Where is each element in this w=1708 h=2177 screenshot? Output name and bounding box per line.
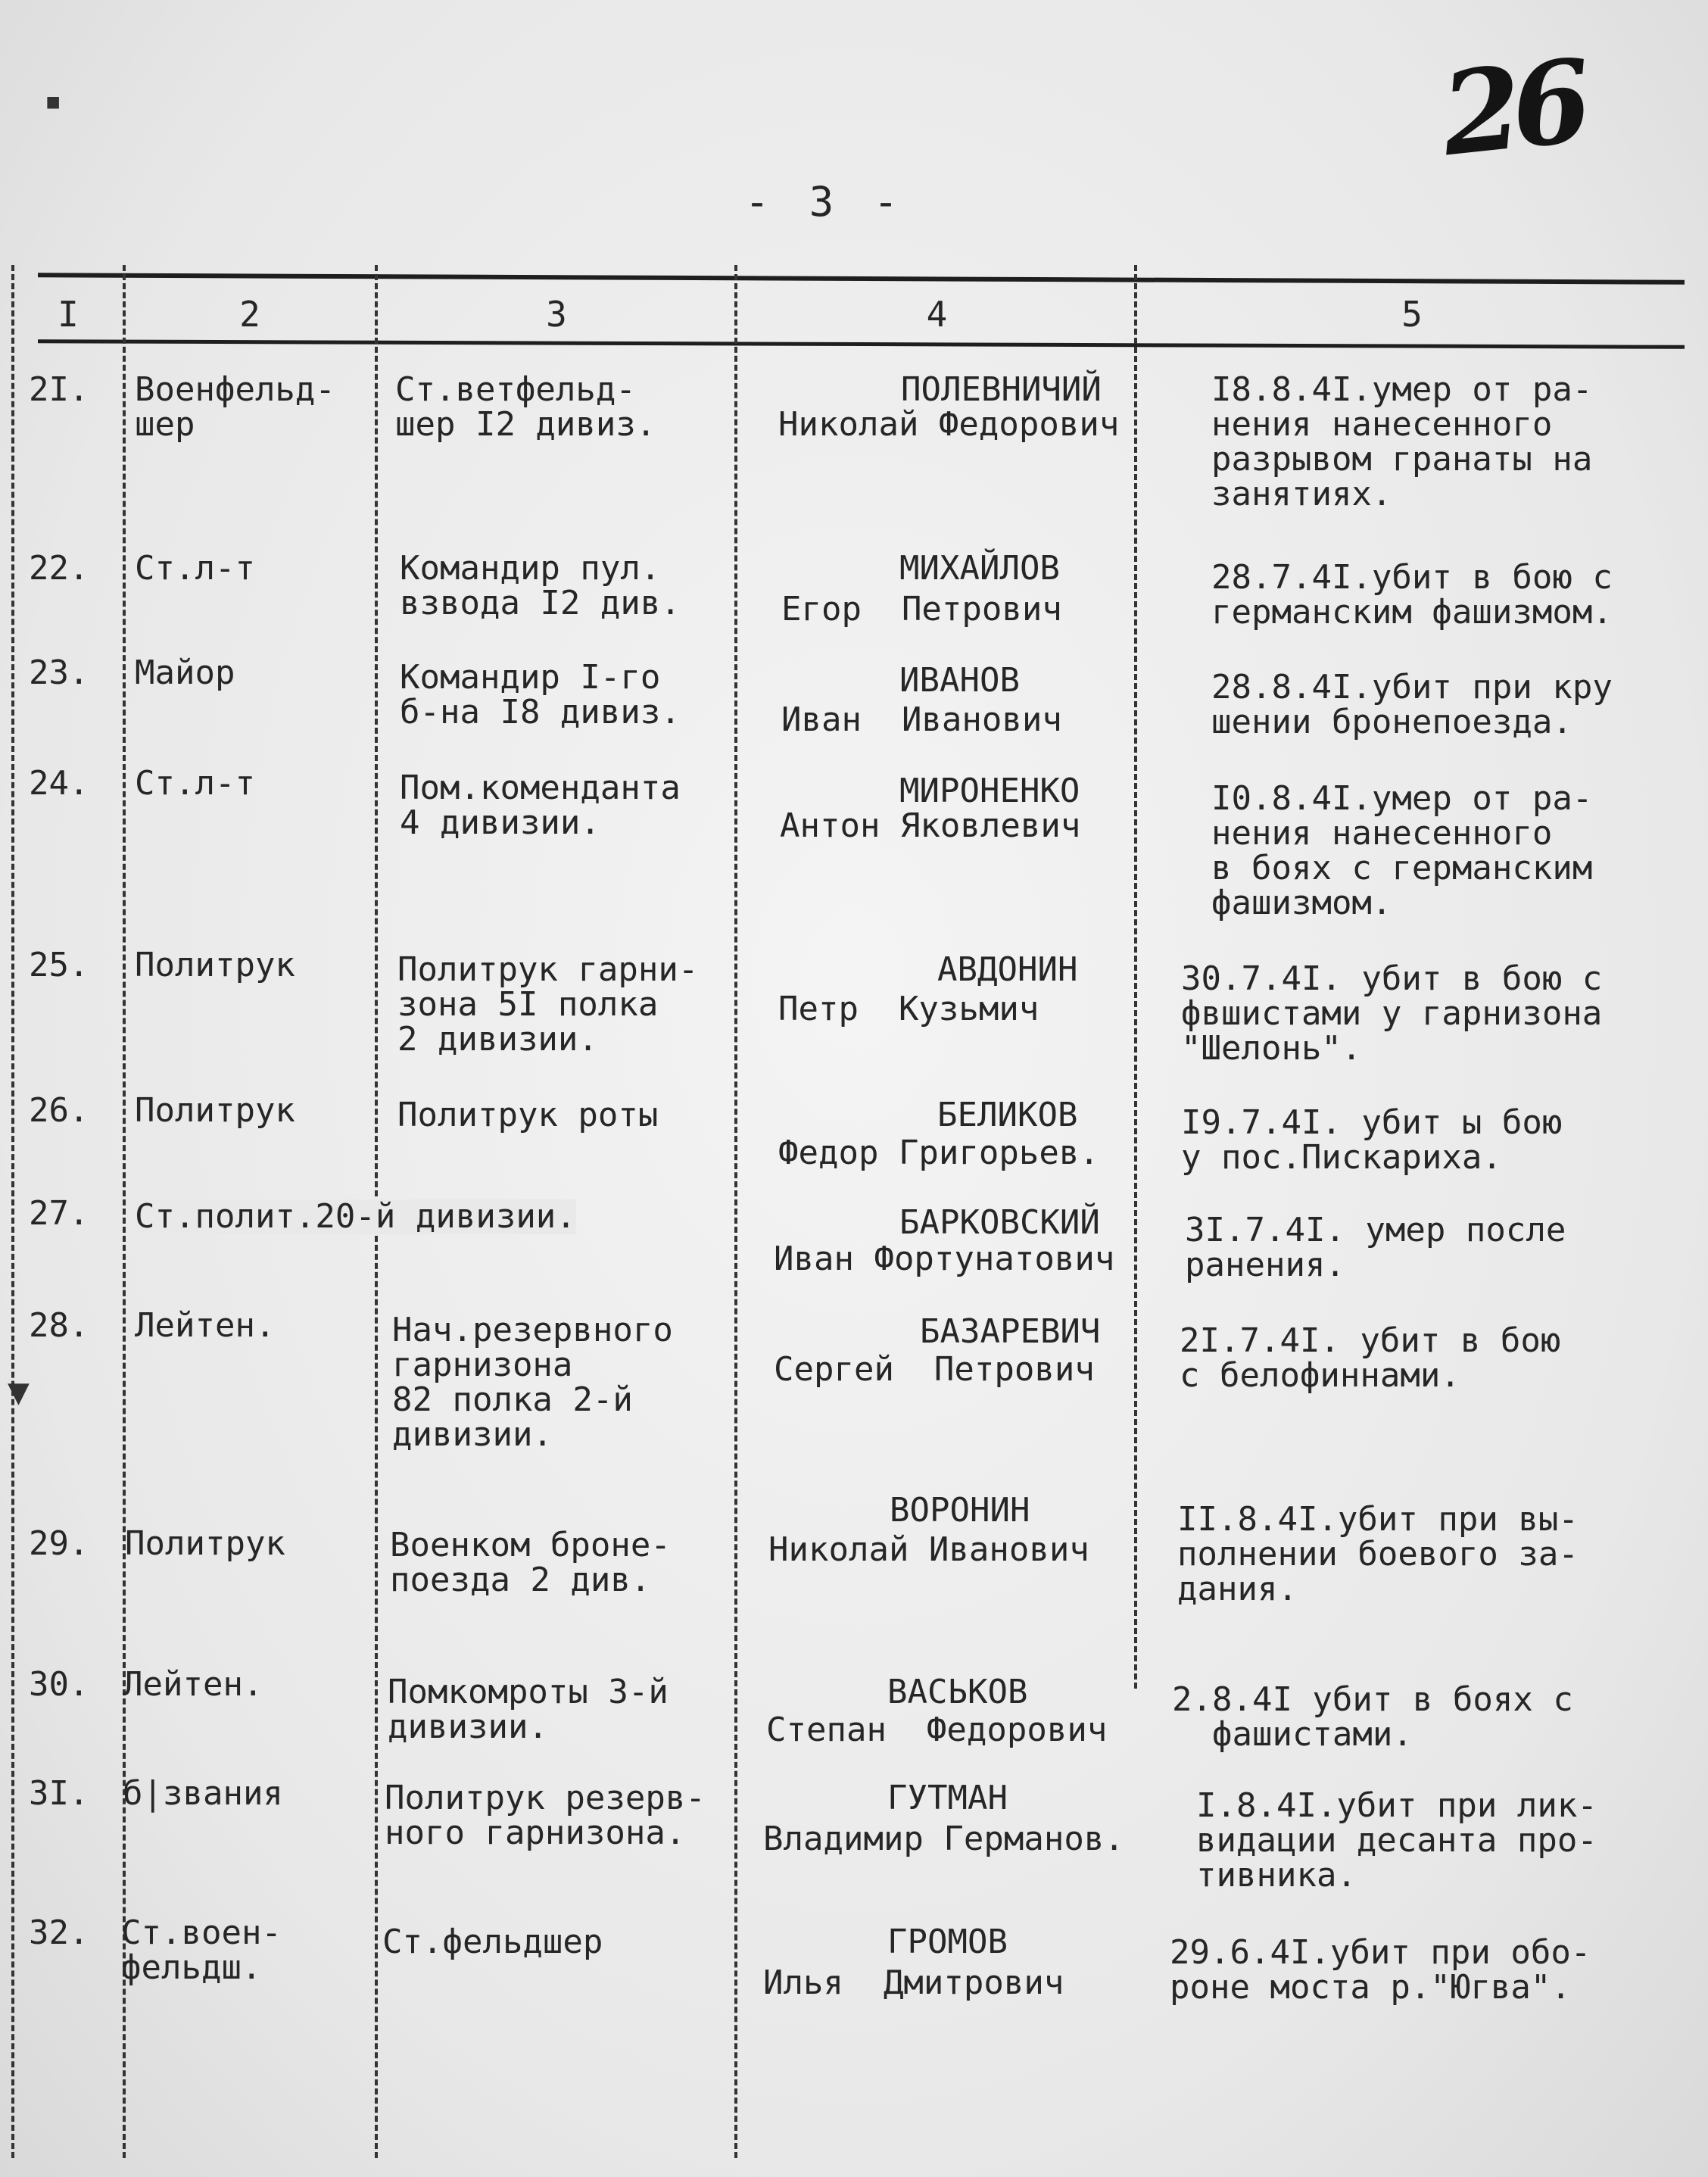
rank-cell: Ст.воен- фельдш. xyxy=(121,1913,282,1987)
row-number: 25. xyxy=(29,946,89,984)
rank-cell: Лейтен. xyxy=(123,1665,263,1704)
row-number: 26. xyxy=(29,1091,89,1130)
given-name-cell: Николай Иванович xyxy=(768,1530,1089,1569)
position-cell: Нач.резервного гарнизона 82 полка 2-й дивизии. xyxy=(392,1311,673,1454)
scan-speck: ▼ xyxy=(8,1371,30,1413)
fate-cell: 30.7.4I. убит в бою с фвшистами у гарнизона "Шелонь". xyxy=(1181,959,1603,1068)
column-divider-left xyxy=(11,265,14,2158)
fate-cell: 28.7.4I.убит в бою с германским фашизмом. xyxy=(1211,558,1613,632)
position-cell: Ст.фельдшер xyxy=(382,1923,603,1961)
column-header-5: 5 xyxy=(1401,294,1423,335)
column-header-3: 3 xyxy=(546,294,567,335)
row-number: 29. xyxy=(29,1524,89,1563)
fate-cell: I0.8.4I.умер от ра- нения нанесенного в боях с германским фашизмом. xyxy=(1211,779,1593,922)
given-name-cell: Федор Григорьев. xyxy=(778,1134,1099,1172)
given-name-cell: Владимир Германов. xyxy=(763,1820,1124,1858)
position-cell: Командир I-го б-на I8 дивиз. xyxy=(400,658,681,731)
given-name-cell: Антон Яковлевич xyxy=(780,806,1081,845)
surname-cell: ГРОМОВ xyxy=(887,1923,1008,1961)
given-name-cell: Николай Федорович xyxy=(778,405,1120,444)
rank-cell: Ст.л-т xyxy=(135,764,255,803)
position-cell: Помкомроты 3-й дивизии. xyxy=(388,1673,669,1746)
rank-cell: Ст.полит.20-й дивизии. xyxy=(135,1197,576,1236)
header-bottom-rule xyxy=(38,339,1685,349)
given-name-cell: Иван Иванович xyxy=(781,700,1062,739)
surname-cell: МИРОНЕНКО xyxy=(899,772,1080,810)
surname-cell: МИХАЙЛОВ xyxy=(899,549,1060,588)
given-name-cell: Егор Петрович xyxy=(781,590,1062,628)
rank-cell: Майор xyxy=(135,653,235,692)
surname-cell: ВАСЬКОВ xyxy=(887,1673,1028,1711)
row-number: 24. xyxy=(29,764,89,803)
column-divider-3 xyxy=(734,265,737,2158)
page-number: - 3 - xyxy=(744,178,906,226)
given-name-cell: Петр Кузьмич xyxy=(778,990,1039,1028)
row-number: 28. xyxy=(29,1306,89,1345)
archive-sheet-number: 26 xyxy=(1435,34,1589,182)
row-number: 30. xyxy=(29,1665,89,1704)
rank-cell: Военфельд- шер xyxy=(135,370,335,444)
fate-cell: 2.8.4I убит в боях с фашистами. xyxy=(1172,1680,1573,1754)
row-number: 2I. xyxy=(29,370,89,409)
given-name-cell: Илья Дмитрович xyxy=(763,1963,1064,2002)
fate-cell: 2I.7.4I. убит в бою с белофиннами. xyxy=(1180,1321,1561,1395)
fate-cell: I8.8.4I.умер от ра- нения нанесенного разрывом гранаты на занятиях. xyxy=(1211,370,1593,513)
surname-cell: БАРКОВСКИЙ xyxy=(899,1203,1100,1242)
scan-speck: ▪ xyxy=(44,83,63,118)
surname-cell: БАЗАРЕВИЧ xyxy=(920,1312,1101,1351)
column-divider-1 xyxy=(123,265,126,2158)
given-name-cell: Степан Федорович xyxy=(766,1711,1108,1749)
fate-cell: 3I.7.4I. умер после ранения. xyxy=(1185,1211,1566,1284)
rank-cell: Политрук xyxy=(125,1524,285,1563)
fate-cell: II.8.4I.убит при вы- полнении боевого за- дания. xyxy=(1177,1500,1579,1608)
row-number: 22. xyxy=(29,549,89,588)
surname-cell: ПОЛЕВНИЧИЙ xyxy=(901,370,1102,409)
given-name-cell: Иван Фортунатович xyxy=(774,1240,1115,1278)
surname-cell: ВОРОНИН xyxy=(890,1491,1030,1530)
column-header-2: 2 xyxy=(239,294,260,335)
row-number: 3I. xyxy=(29,1774,89,1813)
surname-cell: АВДОНИН xyxy=(937,950,1078,989)
given-name-cell: Сергей Петрович xyxy=(774,1350,1095,1389)
column-header-1: I xyxy=(58,294,79,335)
fate-cell: 29.6.4I.убит при обо- роне моста р."Югва". xyxy=(1170,1933,1591,2007)
row-number: 23. xyxy=(29,653,89,692)
column-header-4: 4 xyxy=(926,294,948,335)
fate-cell: 28.8.4I.убит при кру шении бронепоезда. xyxy=(1211,668,1613,741)
position-cell: Военком броне- поезда 2 див. xyxy=(390,1526,671,1599)
row-number: 32. xyxy=(29,1913,89,1952)
rank-cell: Политрук xyxy=(135,946,295,984)
surname-cell: БЕЛИКОВ xyxy=(937,1096,1078,1134)
row-number: 27. xyxy=(29,1194,89,1233)
position-cell: Командир пул. взвода I2 див. xyxy=(400,549,681,622)
rank-cell: Ст.л-т xyxy=(135,549,255,588)
surname-cell: ИВАНОВ xyxy=(899,661,1020,700)
column-divider-4 xyxy=(1134,265,1137,1689)
rank-cell: Лейтен. xyxy=(135,1306,276,1345)
position-cell: Пом.коменданта 4 дивизии. xyxy=(400,769,681,842)
table-top-rule xyxy=(38,273,1685,284)
fate-cell: I9.7.4I. убит ы бою у пос.Пискариха. xyxy=(1181,1103,1563,1177)
position-cell: Ст.ветфельд- шер I2 дивиз. xyxy=(395,370,656,444)
position-cell: Политрук роты xyxy=(397,1096,659,1134)
fate-cell: I.8.4I.убит при лик- видации десанта про- тивника. xyxy=(1196,1786,1597,1895)
rank-cell: б|звания xyxy=(123,1774,283,1813)
position-cell: Политрук резерв- ного гарнизона. xyxy=(385,1779,706,1852)
position-cell: Политрук гарни- зона 5I полка 2 дивизии. xyxy=(397,950,699,1059)
surname-cell: ГУТМАН xyxy=(887,1779,1008,1817)
rank-cell: Политрук xyxy=(135,1091,295,1130)
